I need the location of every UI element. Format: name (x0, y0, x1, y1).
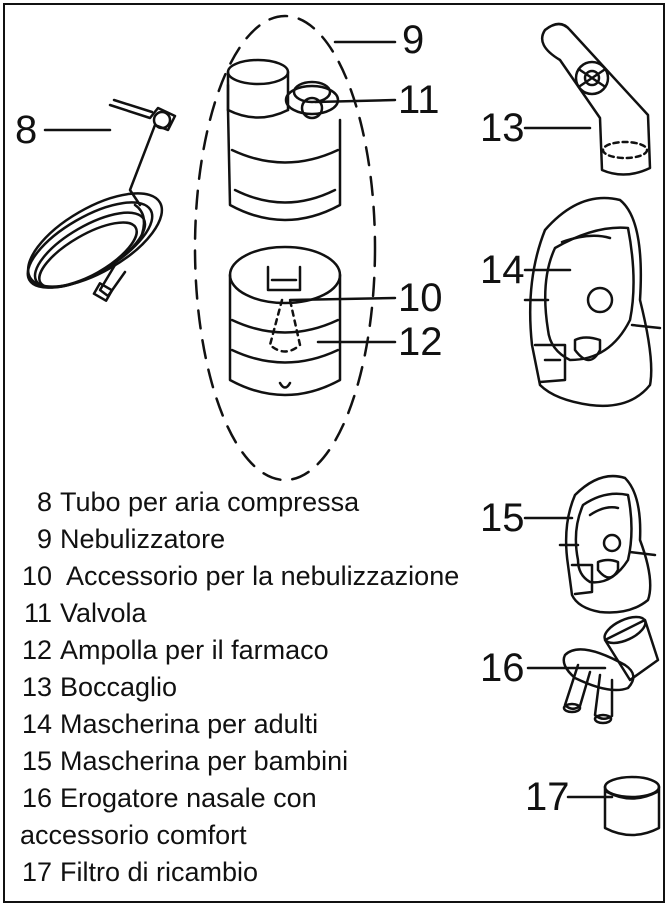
callout-16: 16 (480, 646, 525, 690)
legend-text: Ampolla per il farmaco (60, 635, 329, 665)
child-mask-part (560, 476, 655, 612)
legend-item (12, 746, 348, 777)
legend-item (12, 857, 258, 888)
legend-text: Erogatore nasale con (60, 783, 317, 813)
legend-number: 13 (21, 672, 52, 702)
medication-chamber-part (230, 247, 340, 395)
legend-item (12, 635, 329, 666)
legend-text: Mascherina per adulti (60, 709, 319, 739)
legend-item (12, 598, 147, 629)
legend-number: 12 (21, 635, 52, 665)
callout-14: 14 (480, 248, 525, 292)
legend-number: 15 (21, 746, 52, 776)
legend-text: Valvola (60, 598, 147, 628)
callout-10: 10 (398, 276, 443, 320)
legend-number: 14 (21, 709, 52, 739)
legend-number: 10 (21, 561, 52, 591)
legend-number: 16 (21, 783, 52, 813)
legend-item (12, 561, 459, 592)
legend-text: Nebulizzatore (60, 524, 226, 554)
legend-text: Boccaglio (60, 672, 178, 702)
legend-item (12, 709, 318, 740)
legend-continuation: accessorio comfort (20, 820, 247, 850)
callout-17: 17 (525, 775, 570, 819)
legend-number: 9 (36, 524, 52, 554)
callout-9: 9 (402, 18, 425, 62)
adult-mask-part (525, 198, 660, 406)
nebulizer-upper-part (228, 60, 340, 220)
legend-text: Tubo per aria compressa (60, 487, 360, 517)
legend-number: 11 (23, 598, 52, 628)
callout-11: 11 (398, 78, 440, 122)
legend-text: Accessorio per la nebulizzazione (60, 561, 460, 591)
legend-text: Mascherina per bambini (60, 746, 349, 776)
legend-number: 8 (36, 487, 52, 517)
legend-item (12, 783, 317, 814)
legend-number: 17 (21, 857, 52, 887)
legend-item (12, 524, 225, 555)
callout-13: 13 (480, 106, 525, 150)
callout-15: 15 (480, 496, 525, 540)
legend-item (12, 487, 359, 518)
callout-12: 12 (398, 320, 443, 364)
legend-text: Filtro di ricambio (60, 857, 259, 887)
mouthpiece-part (542, 24, 650, 175)
legend-item (12, 672, 177, 703)
callout-8: 8 (15, 108, 38, 152)
filter-part (605, 777, 659, 835)
